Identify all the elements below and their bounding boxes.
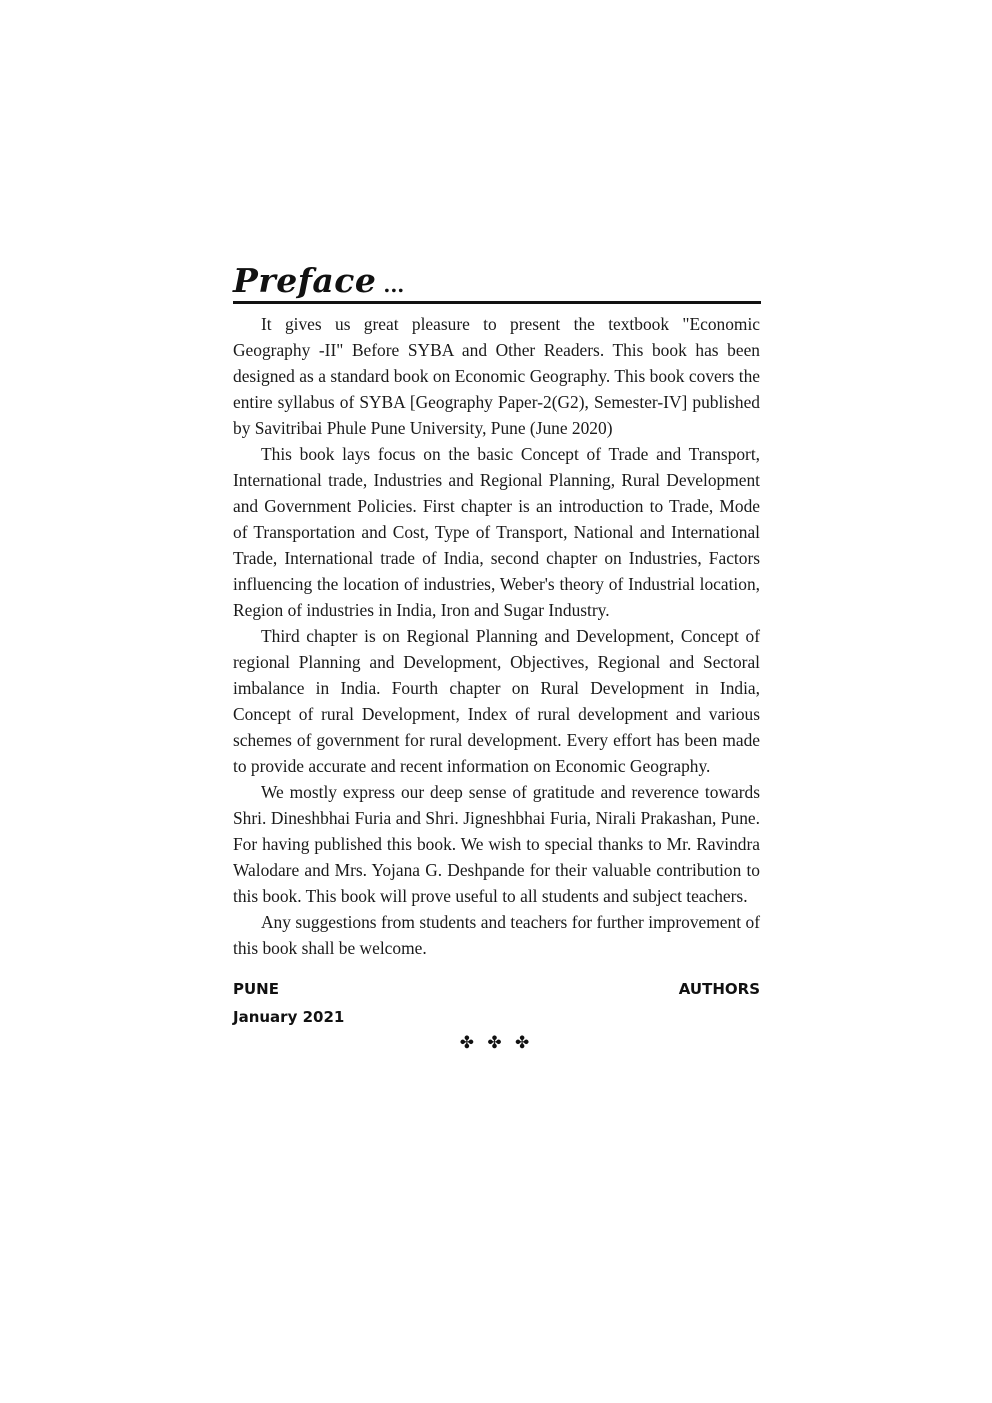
paragraph-chapters: Third chapter is on Regional Planning and Development, Concept of regional Planning and Development, Objectives, Regional and Sectoral imbalance in India. Fourth chapter on Rural Development in India, Concept of rural Development, Index of rural development and various schemes of government for rural development. Every effort has been made to provide accurate and recent information on Economic Geography. xyxy=(233,626,760,776)
signoff-authors: AUTHORS xyxy=(678,980,760,998)
paragraph-intro: It gives us great pleasure to present the textbook "Economic Geography -II" Before SYBA and Other Readers. This book has been designed as a standard book on Economic Geography. This book covers the entire syllabus of SYBA [Geography Paper-2(G2), Semester-IV] published by Savitribai Phule Pune University, Pune (June 2020) xyxy=(233,314,760,438)
signoff-row xyxy=(233,975,760,1003)
signoff-date: January 2021 xyxy=(233,1008,345,1026)
paragraph-suggestions: Any suggestions from students and teachers for further improvement of this book shall be welcome. xyxy=(233,912,760,958)
paragraph-focus: This book lays focus on the basic Concept of Trade and Transport, International trade, Industries and Regional Planning, Rural Development and Government Policies. First chapter is an introduction to Trade, Mode of Transportation and Cost, Type of Transport, National and International Trade, International trade of India, second chapter on Industries, Factors influencing the location of industries, Weber's theory of Industrial location, Region of industries in India, Iron and Sugar Industry. xyxy=(233,444,760,620)
preface-page xyxy=(233,262,760,1053)
preface-body xyxy=(233,311,760,961)
heading-underline xyxy=(233,301,761,304)
signoff-place: PUNE xyxy=(233,980,279,998)
paragraph-gratitude: We mostly express our deep sense of gratitude and reverence towards Shri. Dineshbhai Furia and Shri. Jigneshbhai Furia, Nirali Prakashan, Pune. For having published this book. We wish to special thanks to Mr. Ravindra Walodare and Mrs. Yojana G. Deshpande for their valuable contribution to this book. This book will prove useful to all students and subject teachers. xyxy=(233,782,760,906)
page-title: Preface xyxy=(233,261,377,300)
page-heading xyxy=(233,262,760,300)
title-ellipsis: ... xyxy=(383,273,405,297)
end-ornament: ✤ ✤ ✤ xyxy=(459,1033,534,1053)
